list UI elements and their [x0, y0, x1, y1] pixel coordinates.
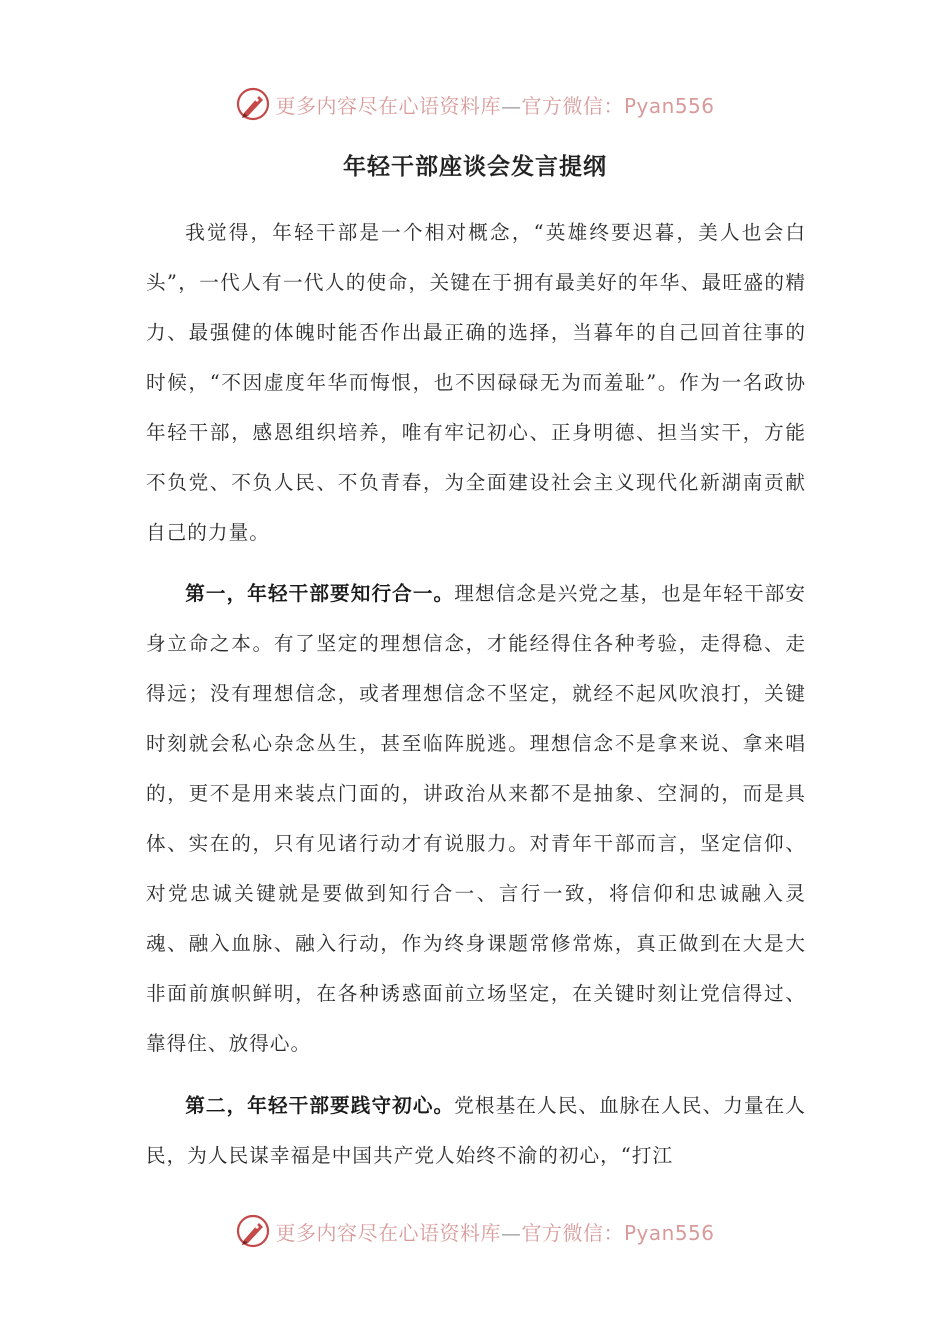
document-title: 年轻干部座谈会发言提纲 — [343, 154, 607, 180]
paragraph-1 — [146, 208, 806, 558]
header-banner — [0, 84, 950, 124]
paragraph-2 — [146, 569, 806, 1069]
pen-nib-logo-icon — [235, 86, 271, 122]
footer-banner-text: 更多内容尽在心语资料库—官方微信：Pyan556 — [275, 1220, 715, 1245]
paragraph-lead: 第一，年轻干部要知行合一。 — [185, 582, 455, 605]
paragraph-text: 党根基在人民、血脉在人民、力量在人民，为人民谋幸福是中国共产党人始终不渝的初心，“打江 — [146, 1094, 806, 1167]
pen-nib-logo-icon — [235, 1213, 271, 1249]
paragraph-text: 我觉得，年轻干部是一个相对概念，“英雄终要迟暮，美人也会白头”，一代人有一代人的使命，关键在于拥有最美好的年华、最旺盛的精力、最强健的体魄时能否作出最正确的选择，当暮年的自己回首往事的时候，“不因虚度年华而悔恨，也不因碌碌无为而羞耻”。作为一名政协年轻干部，感恩组织培养，唯有牢记初心、正身明德、担当实干，方能不负党、不负人民、不负青春，为全面建设社会主义现代化新湖南贡献自己的力量。 — [146, 221, 806, 544]
paragraph-text: 理想信念是兴党之基，也是年轻干部安身立命之本。有了坚定的理想信念，才能经得住各种考验，走得稳、走得远；没有理想信念，或者理想信念不坚定，就经不起风吹浪打，关键时刻就会私心杂念丛生，甚至临阵脱逃。理想信念不是拿来说、拿来唱的，更不是用来装点门面的，讲政治从来都不是抽象、空洞的，而是具体、实在的，只有见诸行动才有说服力。对青年干部而言，坚定信仰、对党忠诚关键就是要做到知行合一、言行一致，将信仰和忠诚融入灵魂、融入血脉、融入行动，作为终身课题常修常炼，真正做到在大是大非面前旗帜鲜明，在各种诱惑面前立场坚定，在关键时刻让党信得过、靠得住、放得心。 — [146, 582, 806, 1055]
footer-banner — [0, 1211, 950, 1251]
footer-wechat-id: Pyan556 — [623, 1220, 715, 1245]
header-banner-text: 更多内容尽在心语资料库—官方微信：Pyan556 — [275, 93, 715, 118]
paragraph-3 — [146, 1081, 806, 1181]
header-wechat-id: Pyan556 — [623, 93, 715, 118]
paragraph-lead: 第二，年轻干部要践守初心。 — [185, 1094, 455, 1117]
